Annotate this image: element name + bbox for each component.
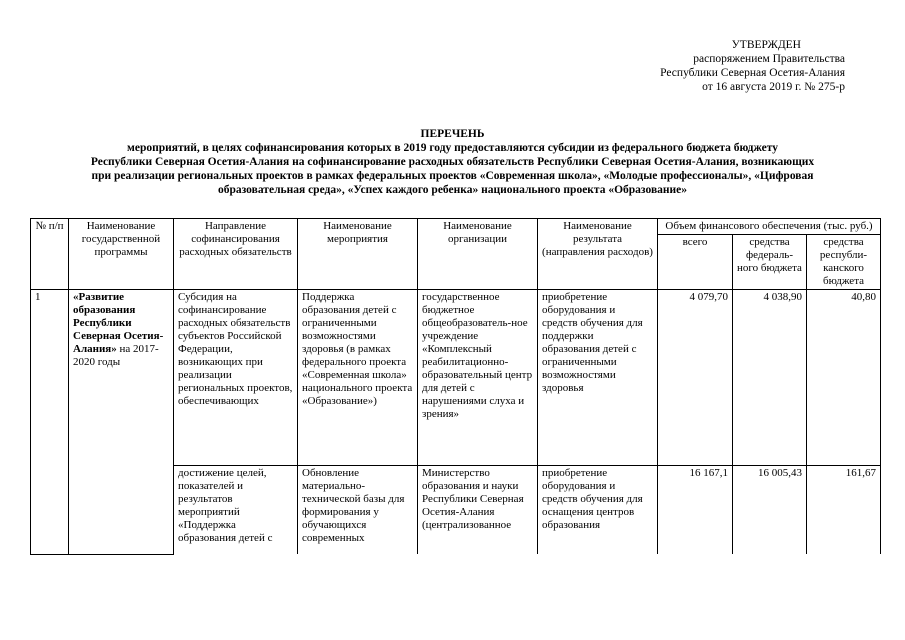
title-line-4: образовательная среда», «Успех каждого ребенка» национального проекта «Образование» [217, 184, 688, 196]
title-line-1: мероприятий, в целях софинансирования которых в 2019 году предоставляются субсидии из федерального бюджета бюджету [127, 142, 778, 154]
cell-total: 4 079,70 [658, 290, 733, 466]
cell-direction: достижение целей, показателей и результатов мероприятий «Поддержка образования детей с [174, 466, 298, 555]
cell-event: Поддержка образования детей с ограниченными возможностями здоровья (в рамках федерального проекта «Современная школа» национального проекта «Образование») [298, 290, 418, 466]
header-event: Наименование мероприятия [298, 219, 418, 290]
header-num: № п/п [31, 219, 69, 290]
cell-total: 16 167,1 [658, 466, 733, 555]
cell-program [69, 290, 174, 555]
table-row [31, 290, 881, 466]
cell-organization: государственное бюджетное общеобразователь-ное учреждение «Комплексный реабилитационно-образовательный центр для детей с нарушениями слуха и зрения» [418, 290, 538, 466]
header-organization: Наименование организации [418, 219, 538, 290]
approval-stamp [660, 38, 845, 94]
cell-result: приобретение оборудования и средств обучения для поддержки образования детей с ограниченными возможностями здоровья [538, 290, 658, 466]
cell-organization: Министерство образования и науки Республики Северная Осетия-Алания (централизованное [418, 466, 538, 555]
document-title [30, 127, 875, 197]
header-total: всего [658, 235, 733, 290]
cell-num: 1 [31, 290, 69, 555]
header-republic: средства республи-канского бюджета [807, 235, 881, 290]
approval-line-3: от 16 августа 2019 г. № 275-р [702, 81, 845, 93]
program-name: «Развитие образования Республики Северная Осетия-Алания» [73, 291, 164, 355]
header-finance: Объем финансового обеспечения (тыс. руб.) [658, 219, 881, 235]
approval-line-2: Республики Северная Осетия-Алания [660, 67, 845, 79]
approval-heading: УТВЕРЖДЕН [731, 39, 801, 51]
title-heading: ПЕРЕЧЕНЬ [420, 128, 485, 140]
header-federal: средства федераль-ного бюджета [733, 235, 807, 290]
title-line-2: Республики Северная Осетия-Алания на софинансирование расходных обязательств Республики Северная Осетия-Алания, возникающих [90, 156, 815, 168]
cell-republic: 40,80 [807, 290, 881, 466]
cell-direction: Субсидия на софинансирование расходных обязательств субъектов Российской Федерации, возникающих при реализации региональных проектов, обеспечивающих [174, 290, 298, 466]
events-table [30, 218, 881, 555]
cell-republic: 161,67 [807, 466, 881, 555]
header-direction: Направление софинансирования расходных обязательств [174, 219, 298, 290]
cell-result: приобретение оборудования и средств обучения для оснащения центров образования [538, 466, 658, 555]
cell-federal: 16 005,43 [733, 466, 807, 555]
title-line-3: при реализации региональных проектов в рамках федеральных проектов «Современная школа», «Молодые профессионалы», «Цифровая [91, 170, 814, 182]
program-period: на 2017-2020 годы [73, 343, 159, 368]
cell-federal: 4 038,90 [733, 290, 807, 466]
header-program: Наименование государственной программы [69, 219, 174, 290]
approval-line-1: распоряжением Правительства [693, 53, 845, 65]
cell-event: Обновление материально-технической базы для формирования у обучающихся современных [298, 466, 418, 555]
header-result: Наименование результата (направления расходов) [538, 219, 658, 290]
